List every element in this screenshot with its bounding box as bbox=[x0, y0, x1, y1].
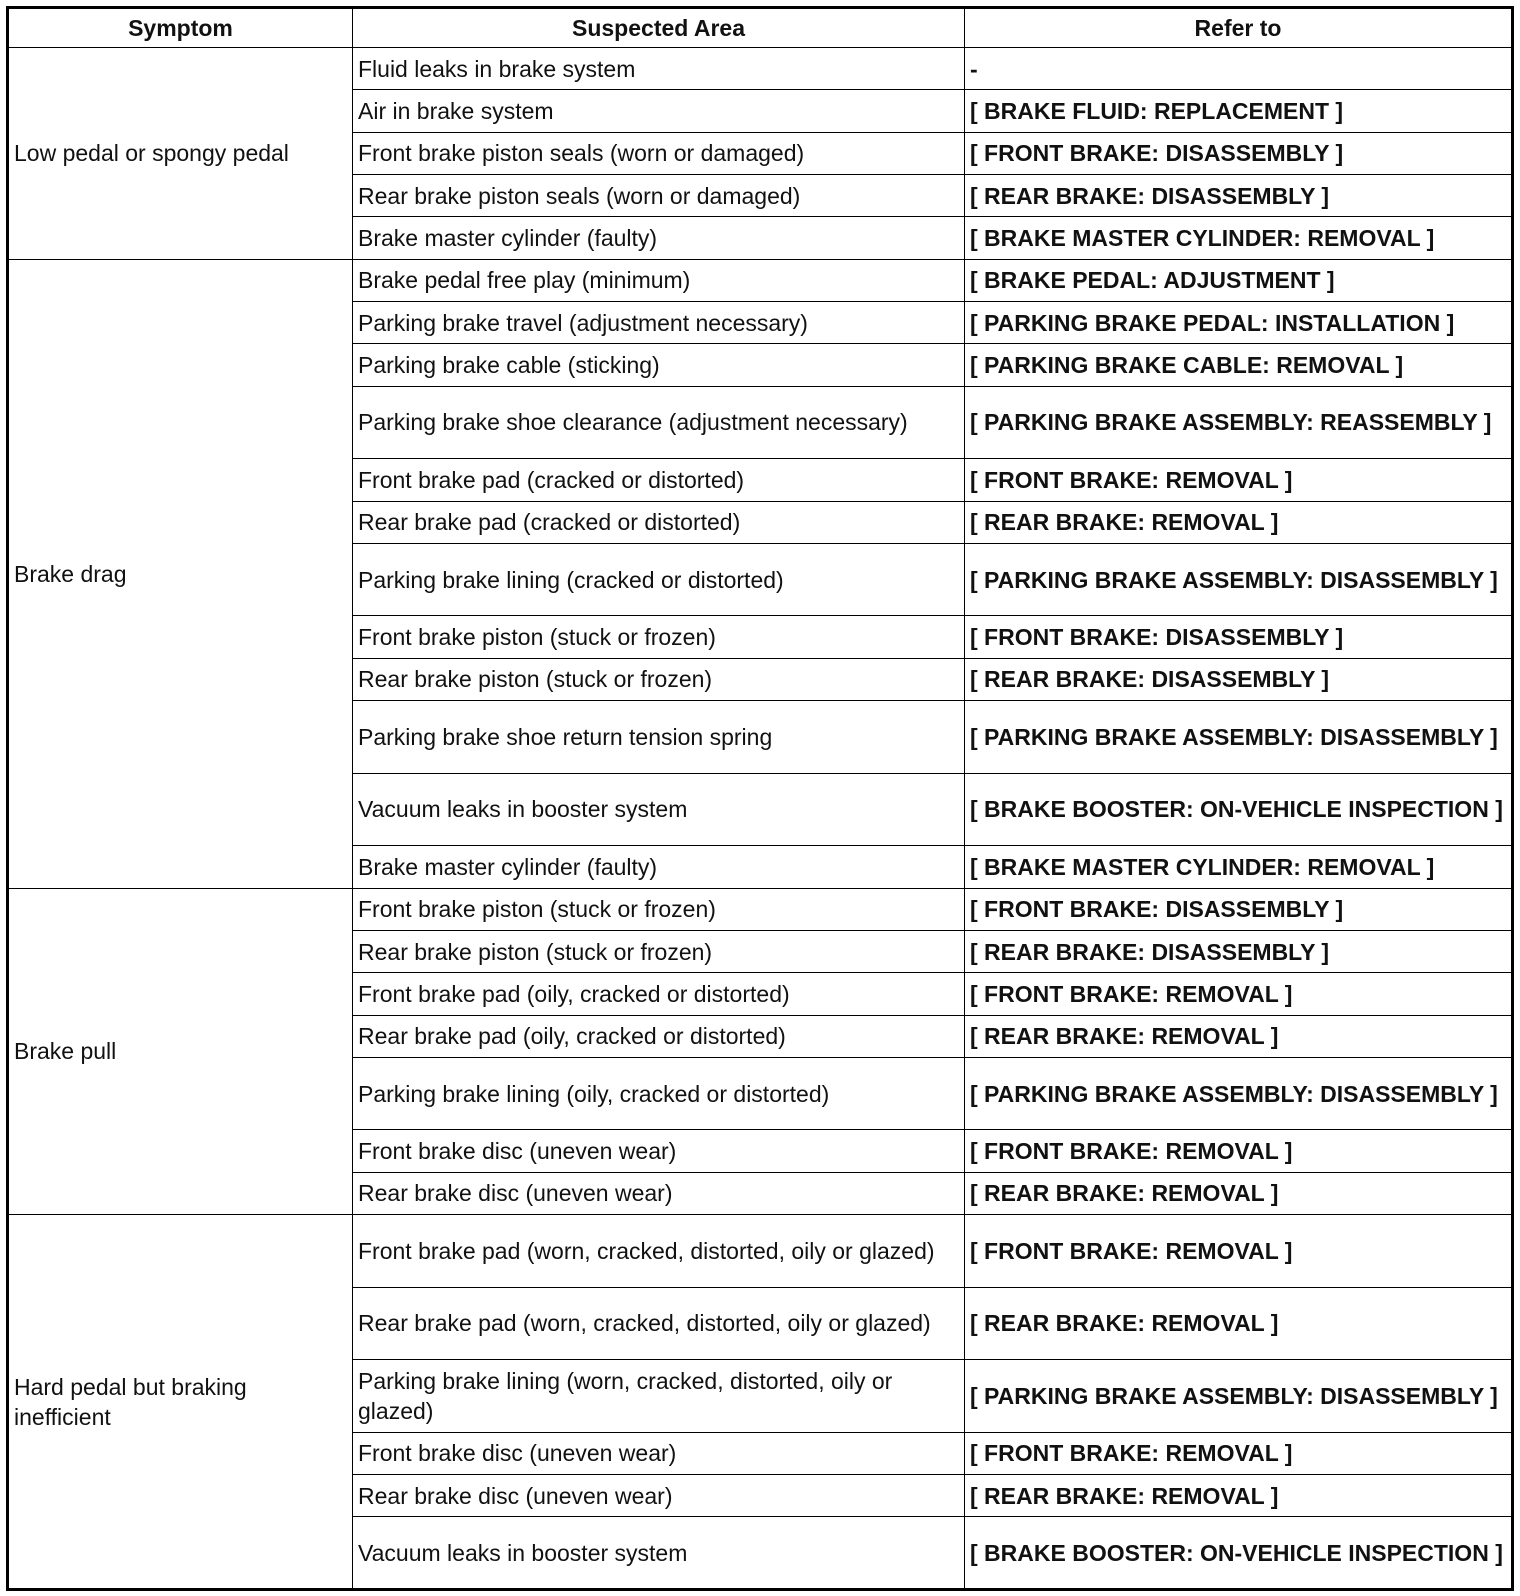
suspected-area-cell: Rear brake pad (oily, cracked or distorted) bbox=[353, 1015, 965, 1057]
suspected-area-cell: Parking brake lining (oily, cracked or distorted) bbox=[353, 1057, 965, 1130]
suspected-area-cell: Parking brake travel (adjustment necessary) bbox=[353, 301, 965, 343]
refer-to-cell: [ REAR BRAKE: REMOVAL ] bbox=[965, 1015, 1513, 1057]
suspected-area-cell: Front brake piston (stuck or frozen) bbox=[353, 616, 965, 658]
suspected-area-cell: Vacuum leaks in booster system bbox=[353, 773, 965, 846]
suspected-area-cell: Rear brake piston (stuck or frozen) bbox=[353, 658, 965, 700]
suspected-area-cell: Brake pedal free play (minimum) bbox=[353, 259, 965, 301]
table-row bbox=[8, 1215, 1513, 1288]
suspected-area-cell: Front brake disc (uneven wear) bbox=[353, 1130, 965, 1172]
refer-to-cell: [ FRONT BRAKE: REMOVAL ] bbox=[965, 1432, 1513, 1474]
suspected-area-cell: Air in brake system bbox=[353, 90, 965, 132]
suspected-area-cell: Rear brake pad (cracked or distorted) bbox=[353, 501, 965, 543]
suspected-area-cell: Rear brake disc (uneven wear) bbox=[353, 1172, 965, 1214]
suspected-area-cell: Brake master cylinder (faulty) bbox=[353, 217, 965, 259]
suspected-area-cell: Front brake disc (uneven wear) bbox=[353, 1432, 965, 1474]
refer-to-cell: [ REAR BRAKE: DISASSEMBLY ] bbox=[965, 658, 1513, 700]
suspected-area-cell: Front brake pad (oily, cracked or distorted) bbox=[353, 973, 965, 1015]
header-refer-to: Refer to bbox=[965, 8, 1513, 48]
refer-to-cell: [ PARKING BRAKE CABLE: REMOVAL ] bbox=[965, 344, 1513, 386]
table-body bbox=[8, 48, 1513, 1590]
suspected-area-cell: Rear brake piston seals (worn or damaged) bbox=[353, 174, 965, 216]
symptom-cell: Brake drag bbox=[8, 259, 353, 888]
table-row bbox=[8, 48, 1513, 90]
refer-to-cell: [ FRONT BRAKE: DISASSEMBLY ] bbox=[965, 888, 1513, 930]
header-symptom: Symptom bbox=[8, 8, 353, 48]
refer-to-cell: [ PARKING BRAKE PEDAL: INSTALLATION ] bbox=[965, 301, 1513, 343]
refer-to-cell: [ REAR BRAKE: DISASSEMBLY ] bbox=[965, 174, 1513, 216]
diagnosis-table bbox=[6, 6, 1514, 1591]
refer-to-cell: [ FRONT BRAKE: DISASSEMBLY ] bbox=[965, 132, 1513, 174]
suspected-area-cell: Fluid leaks in brake system bbox=[353, 48, 965, 90]
suspected-area-cell: Front brake pad (worn, cracked, distorted, oily or glazed) bbox=[353, 1215, 965, 1288]
suspected-area-cell: Rear brake piston (stuck or frozen) bbox=[353, 930, 965, 972]
table-row bbox=[8, 259, 1513, 301]
suspected-area-cell: Front brake piston (stuck or frozen) bbox=[353, 888, 965, 930]
refer-to-cell: [ PARKING BRAKE ASSEMBLY: DISASSEMBLY ] bbox=[965, 543, 1513, 616]
refer-to-cell: [ REAR BRAKE: REMOVAL ] bbox=[965, 1287, 1513, 1360]
suspected-area-cell: Front brake piston seals (worn or damaged) bbox=[353, 132, 965, 174]
refer-to-cell: [ PARKING BRAKE ASSEMBLY: DISASSEMBLY ] bbox=[965, 1057, 1513, 1130]
suspected-area-cell: Parking brake shoe clearance (adjustment necessary) bbox=[353, 386, 965, 459]
refer-to-cell: [ REAR BRAKE: REMOVAL ] bbox=[965, 501, 1513, 543]
refer-to-cell: [ FRONT BRAKE: REMOVAL ] bbox=[965, 459, 1513, 501]
suspected-area-cell: Brake master cylinder (faulty) bbox=[353, 846, 965, 888]
refer-to-cell: [ FRONT BRAKE: REMOVAL ] bbox=[965, 973, 1513, 1015]
refer-to-cell: [ BRAKE BOOSTER: ON-VEHICLE INSPECTION ] bbox=[965, 1517, 1513, 1590]
refer-to-cell: [ REAR BRAKE: REMOVAL ] bbox=[965, 1172, 1513, 1214]
refer-to-cell: [ REAR BRAKE: DISASSEMBLY ] bbox=[965, 930, 1513, 972]
suspected-area-cell: Parking brake lining (worn, cracked, distorted, oily or glazed) bbox=[353, 1360, 965, 1433]
refer-to-cell: [ BRAKE PEDAL: ADJUSTMENT ] bbox=[965, 259, 1513, 301]
refer-to-cell: [ REAR BRAKE: REMOVAL ] bbox=[965, 1475, 1513, 1517]
symptom-cell: Low pedal or spongy pedal bbox=[8, 48, 353, 260]
refer-to-cell: - bbox=[965, 48, 1513, 90]
refer-to-cell: [ FRONT BRAKE: REMOVAL ] bbox=[965, 1130, 1513, 1172]
refer-to-cell: [ FRONT BRAKE: DISASSEMBLY ] bbox=[965, 616, 1513, 658]
suspected-area-cell: Parking brake shoe return tension spring bbox=[353, 701, 965, 774]
table-row bbox=[8, 888, 1513, 930]
suspected-area-cell: Front brake pad (cracked or distorted) bbox=[353, 459, 965, 501]
refer-to-cell: [ BRAKE MASTER CYLINDER: REMOVAL ] bbox=[965, 846, 1513, 888]
suspected-area-cell: Parking brake lining (cracked or distorted) bbox=[353, 543, 965, 616]
refer-to-cell: [ BRAKE FLUID: REPLACEMENT ] bbox=[965, 90, 1513, 132]
refer-to-cell: [ BRAKE MASTER CYLINDER: REMOVAL ] bbox=[965, 217, 1513, 259]
refer-to-cell: [ PARKING BRAKE ASSEMBLY: DISASSEMBLY ] bbox=[965, 701, 1513, 774]
suspected-area-cell: Rear brake pad (worn, cracked, distorted, oily or glazed) bbox=[353, 1287, 965, 1360]
refer-to-cell: [ BRAKE BOOSTER: ON-VEHICLE INSPECTION ] bbox=[965, 773, 1513, 846]
header-row bbox=[8, 8, 1513, 48]
refer-to-cell: [ FRONT BRAKE: REMOVAL ] bbox=[965, 1215, 1513, 1288]
suspected-area-cell: Rear brake disc (uneven wear) bbox=[353, 1475, 965, 1517]
header-suspected-area: Suspected Area bbox=[353, 8, 965, 48]
suspected-area-cell: Vacuum leaks in booster system bbox=[353, 1517, 965, 1590]
symptom-cell: Brake pull bbox=[8, 888, 353, 1215]
symptom-cell: Hard pedal but braking inefficient bbox=[8, 1215, 353, 1590]
refer-to-cell: [ PARKING BRAKE ASSEMBLY: DISASSEMBLY ] bbox=[965, 1360, 1513, 1433]
refer-to-cell: [ PARKING BRAKE ASSEMBLY: REASSEMBLY ] bbox=[965, 386, 1513, 459]
suspected-area-cell: Parking brake cable (sticking) bbox=[353, 344, 965, 386]
